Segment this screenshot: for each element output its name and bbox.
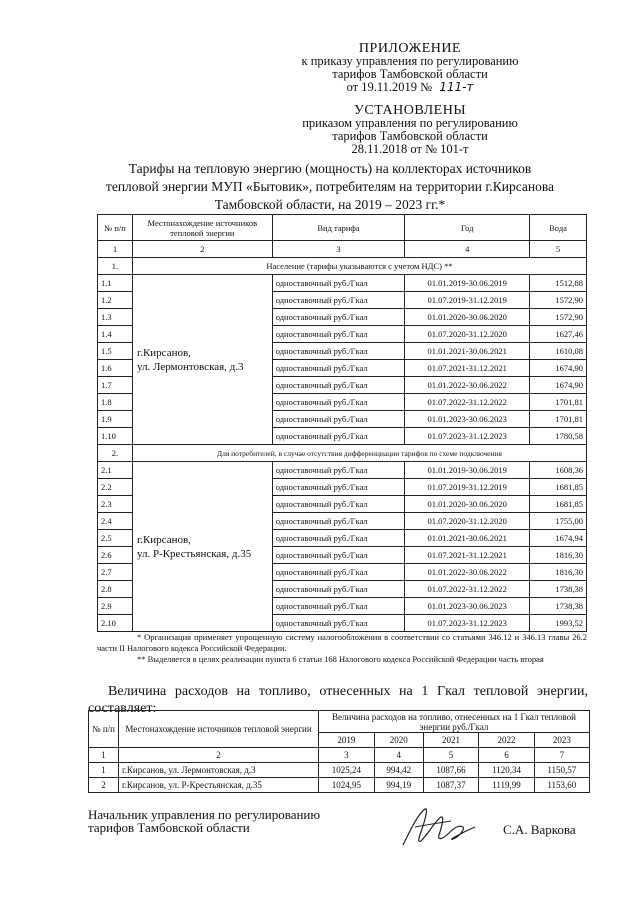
row-num: 2.1 xyxy=(98,462,133,479)
section-title: Население (тарифы указываются с учетом НДС) ** xyxy=(132,258,586,275)
signatory-name: С.А. Варкова xyxy=(503,822,576,837)
header-type: Вид тарифа xyxy=(272,215,405,241)
handwritten-signature xyxy=(395,803,485,853)
tariff-value: 1610,08 xyxy=(530,343,587,360)
location-cell xyxy=(132,462,272,632)
section-header-row xyxy=(98,258,587,275)
section-num: 2. xyxy=(98,445,133,462)
appendix-line2: тарифов Тамбовской области xyxy=(332,67,488,81)
tariff-type: одноставочный руб./Гкал xyxy=(272,343,405,360)
tariff-period: 01.01.2019-30.06.2019 xyxy=(405,462,530,479)
tariff-period: 01.07.2023-31.12.2023 xyxy=(405,428,530,445)
tariff-type: одноставочный руб./Гкал xyxy=(272,581,405,598)
tariff-type: одноставочный руб./Гкал xyxy=(272,428,405,445)
header-year: Год xyxy=(405,215,530,241)
tariff-type: одноставочный руб./Гкал xyxy=(272,479,405,496)
tariff-period: 01.01.2020-30.06.2020 xyxy=(405,309,530,326)
fuel-year: 2019 xyxy=(319,733,375,748)
tariff-type: одноставочный руб./Гкал xyxy=(272,394,405,411)
row-num: 2.10 xyxy=(98,615,133,632)
fuel-header-num: № п/п xyxy=(89,711,119,748)
tariff-period: 01.01.2023-30.06.2023 xyxy=(405,411,530,428)
tariff-row xyxy=(98,462,587,479)
column-number-row xyxy=(98,241,587,258)
tariff-type: одноставочный руб./Гкал xyxy=(272,411,405,428)
section-header-row xyxy=(98,445,587,462)
row-num: 2.9 xyxy=(98,598,133,615)
fuel-value: 1024,95 xyxy=(319,778,375,793)
tariff-type: одноставочный руб./Гкал xyxy=(272,598,405,615)
handwritten-number: 111-т xyxy=(439,80,474,94)
tariff-type: одноставочный руб./Гкал xyxy=(272,360,405,377)
fuel-header-row xyxy=(89,711,590,733)
tariff-type: одноставочный руб./Гкал xyxy=(272,530,405,547)
tariff-value: 1816,30 xyxy=(530,564,587,581)
tariff-type: одноставочный руб./Гкал xyxy=(272,513,405,530)
fuel-year: 2023 xyxy=(534,733,589,748)
tariff-value: 1572,90 xyxy=(530,292,587,309)
fuel-year: 2020 xyxy=(374,733,423,748)
fuel-row-location: г.Кирсанов, ул. Р-Крестьянская, д.35 xyxy=(119,778,319,793)
tariff-period: 01.01.2021-30.06.2021 xyxy=(405,343,530,360)
header-num: № п/п xyxy=(98,215,133,241)
tariff-period: 01.01.2020-30.06.2020 xyxy=(405,496,530,513)
tariff-value: 1674,94 xyxy=(530,530,587,547)
fuel-row-num: 1 xyxy=(89,763,119,778)
tariff-value: 1674,90 xyxy=(530,377,587,394)
tariff-type: одноставочный руб./Гкал xyxy=(272,547,405,564)
section-consumers xyxy=(98,445,587,632)
location-line2: ул. Р-Крестьянская, д.35 xyxy=(136,547,252,560)
fuel-colnum: 4 xyxy=(374,748,423,763)
tariff-value: 1674,90 xyxy=(530,360,587,377)
document-title xyxy=(60,160,600,214)
tariff-type: одноставочный руб./Гкал xyxy=(272,275,405,292)
row-num: 1.8 xyxy=(98,394,133,411)
appendix-header xyxy=(230,42,590,94)
tariff-table xyxy=(97,214,587,632)
section-title: Для потребителей, в случае отсутствия дифференциации тарифов по схеме подключения xyxy=(132,445,586,462)
tariff-value: 1816,30 xyxy=(530,547,587,564)
tariff-period: 01.07.2022-31.12.2022 xyxy=(405,581,530,598)
row-num: 1.2 xyxy=(98,292,133,309)
tariff-period: 01.01.2022-30.06.2022 xyxy=(405,377,530,394)
title-line1: Тарифы на тепловую энергию (мощность) на коллекторах источников xyxy=(128,161,532,176)
tariff-period: 01.01.2023-30.06.2023 xyxy=(405,598,530,615)
tariff-value: 1755,00 xyxy=(530,513,587,530)
row-num: 2.5 xyxy=(98,530,133,547)
tariff-period: 01.01.2019-30.06.2019 xyxy=(405,275,530,292)
tariff-row xyxy=(98,275,587,292)
footnotes xyxy=(97,632,587,665)
tariff-value: 1627,46 xyxy=(530,326,587,343)
fuel-value: 1120,34 xyxy=(479,763,534,778)
tariff-value: 1681,85 xyxy=(530,496,587,513)
tariff-period: 01.07.2022-31.12.2022 xyxy=(405,394,530,411)
row-num: 1.3 xyxy=(98,309,133,326)
tariff-type: одноставочный руб./Гкал xyxy=(272,462,405,479)
established-line3: 28.11.2018 от № 101-т xyxy=(351,142,469,156)
tariff-type: одноставочный руб./Гкал xyxy=(272,309,405,326)
fuel-value: 1150,57 xyxy=(534,763,589,778)
row-num: 2.4 xyxy=(98,513,133,530)
colnum: 3 xyxy=(272,241,405,258)
section-num: 1. xyxy=(98,258,133,275)
tariff-period: 01.07.2020-31.12.2020 xyxy=(405,513,530,530)
tariff-period: 01.07.2019-31.12.2019 xyxy=(405,292,530,309)
tariff-type: одноставочный руб./Гкал xyxy=(272,326,405,343)
established-line1: приказом управления по регулированию xyxy=(302,116,518,130)
fuel-value: 994,19 xyxy=(374,778,423,793)
row-num: 1.9 xyxy=(98,411,133,428)
fuel-year: 2022 xyxy=(479,733,534,748)
tariff-value: 1780,58 xyxy=(530,428,587,445)
tariff-type: одноставочный руб./Гкал xyxy=(272,292,405,309)
tariff-type: одноставочный руб./Гкал xyxy=(272,496,405,513)
footnote-1: * Организация применяет упрощенную систему налогообложения в соответствии со статьями 346.12 и 346.13 главы 26.2 части II Налогового кодекса Российской Федерации. xyxy=(97,632,587,653)
established-header xyxy=(230,104,590,156)
header-location: Местонахождение источников тепловой энергии xyxy=(132,215,272,241)
fuel-value: 1153,60 xyxy=(534,778,589,793)
row-num: 2.8 xyxy=(98,581,133,598)
tariff-period: 01.01.2021-30.06.2021 xyxy=(405,530,530,547)
tariff-type: одноставочный руб./Гкал xyxy=(272,377,405,394)
fuel-value: 1087,37 xyxy=(423,778,479,793)
fuel-colnum-row xyxy=(89,748,590,763)
colnum: 4 xyxy=(405,241,530,258)
tariff-period: 01.07.2021-31.12.2021 xyxy=(405,360,530,377)
location-line2: ул. Лермонтовская, д.3 xyxy=(136,360,244,373)
colnum: 2 xyxy=(132,241,272,258)
row-num: 2.7 xyxy=(98,564,133,581)
appendix-line3 xyxy=(230,81,590,94)
title-line2: тепловой энергии МУП «Бытовик», потребителям на территории г.Кирсанова xyxy=(105,179,555,194)
fuel-row xyxy=(89,778,590,793)
appendix-date: от 19.11.2019 № xyxy=(346,80,433,94)
tariff-value: 1572,90 xyxy=(530,309,587,326)
row-num: 1.10 xyxy=(98,428,133,445)
fuel-value: 994,42 xyxy=(374,763,423,778)
fuel-header-group: Величина расходов на топливо, отнесенных на 1 Гкал тепловой энергии руб./Гкал xyxy=(319,711,590,733)
fuel-colnum: 1 xyxy=(89,748,119,763)
tariff-period: 01.07.2021-31.12.2021 xyxy=(405,547,530,564)
signatory-line2: тарифов Тамбовской области xyxy=(88,820,250,835)
signatory-title xyxy=(88,808,320,834)
tariff-value: 1993,52 xyxy=(530,615,587,632)
section-population xyxy=(98,258,587,445)
tariff-value: 1738,38 xyxy=(530,581,587,598)
signatory-line1: Начальник управления по регулированию xyxy=(88,807,321,822)
row-num: 1.4 xyxy=(98,326,133,343)
tariff-period: 01.07.2019-31.12.2019 xyxy=(405,479,530,496)
fuel-colnum: 7 xyxy=(534,748,589,763)
tariff-value: 1608,36 xyxy=(530,462,587,479)
tariff-period: 01.07.2023-31.12.2023 xyxy=(405,615,530,632)
row-num: 1.7 xyxy=(98,377,133,394)
fuel-row-num: 2 xyxy=(89,778,119,793)
tariff-type: одноставочный руб./Гкал xyxy=(272,615,405,632)
fuel-value: 1087,66 xyxy=(423,763,479,778)
row-num: 2.3 xyxy=(98,496,133,513)
location-line1: г.Кирсанов, xyxy=(136,346,191,359)
row-num: 1.5 xyxy=(98,343,133,360)
fuel-colnum: 6 xyxy=(479,748,534,763)
established-heading: УСТАНОВЛЕНЫ xyxy=(353,103,467,118)
appendix-heading: ПРИЛОЖЕНИЕ xyxy=(358,41,462,56)
tariff-value: 1701,81 xyxy=(530,394,587,411)
fuel-value: 1025,24 xyxy=(319,763,375,778)
tariff-value: 1738,38 xyxy=(530,598,587,615)
fuel-title: Величина расходов на топливо, отнесенных на 1 Гкал тепловой энергии, составляет: xyxy=(88,684,588,716)
fuel-year: 2021 xyxy=(423,733,479,748)
location-cell xyxy=(132,275,272,445)
title-line3: Тамбовской области, на 2019 – 2023 гг.* xyxy=(214,197,446,212)
tariff-value: 1681,85 xyxy=(530,479,587,496)
row-num: 2.2 xyxy=(98,479,133,496)
fuel-row-location: г.Кирсанов, ул. Лермонтовская, д.3 xyxy=(119,763,319,778)
appendix-line1: к приказу управления по регулированию xyxy=(301,54,519,68)
row-num: 1.6 xyxy=(98,360,133,377)
fuel-header-location: Местонахождение источников тепловой энергии xyxy=(119,711,319,748)
colnum: 1 xyxy=(98,241,133,258)
established-line2: тарифов Тамбовской области xyxy=(332,129,488,143)
colnum: 5 xyxy=(530,241,587,258)
row-num: 1.1 xyxy=(98,275,133,292)
location-line1: г.Кирсанов, xyxy=(136,533,191,546)
fuel-colnum: 5 xyxy=(423,748,479,763)
fuel-colnum: 2 xyxy=(119,748,319,763)
footnote-2: ** Выделяется в целях реализации пункта 6 статьи 168 Налогового кодекса Российской Федерации часть вторая xyxy=(137,654,544,664)
tariff-header-row xyxy=(98,215,587,241)
fuel-value: 1119,99 xyxy=(479,778,534,793)
fuel-table xyxy=(88,710,590,793)
tariff-value: 1512,88 xyxy=(530,275,587,292)
header-water: Вода xyxy=(530,215,587,241)
tariff-period: 01.01.2022-30.06.2022 xyxy=(405,564,530,581)
tariff-type: одноставочный руб./Гкал xyxy=(272,564,405,581)
row-num: 2.6 xyxy=(98,547,133,564)
tariff-period: 01.07.2020-31.12.2020 xyxy=(405,326,530,343)
fuel-row xyxy=(89,763,590,778)
tariff-value: 1701,81 xyxy=(530,411,587,428)
fuel-colnum: 3 xyxy=(319,748,375,763)
